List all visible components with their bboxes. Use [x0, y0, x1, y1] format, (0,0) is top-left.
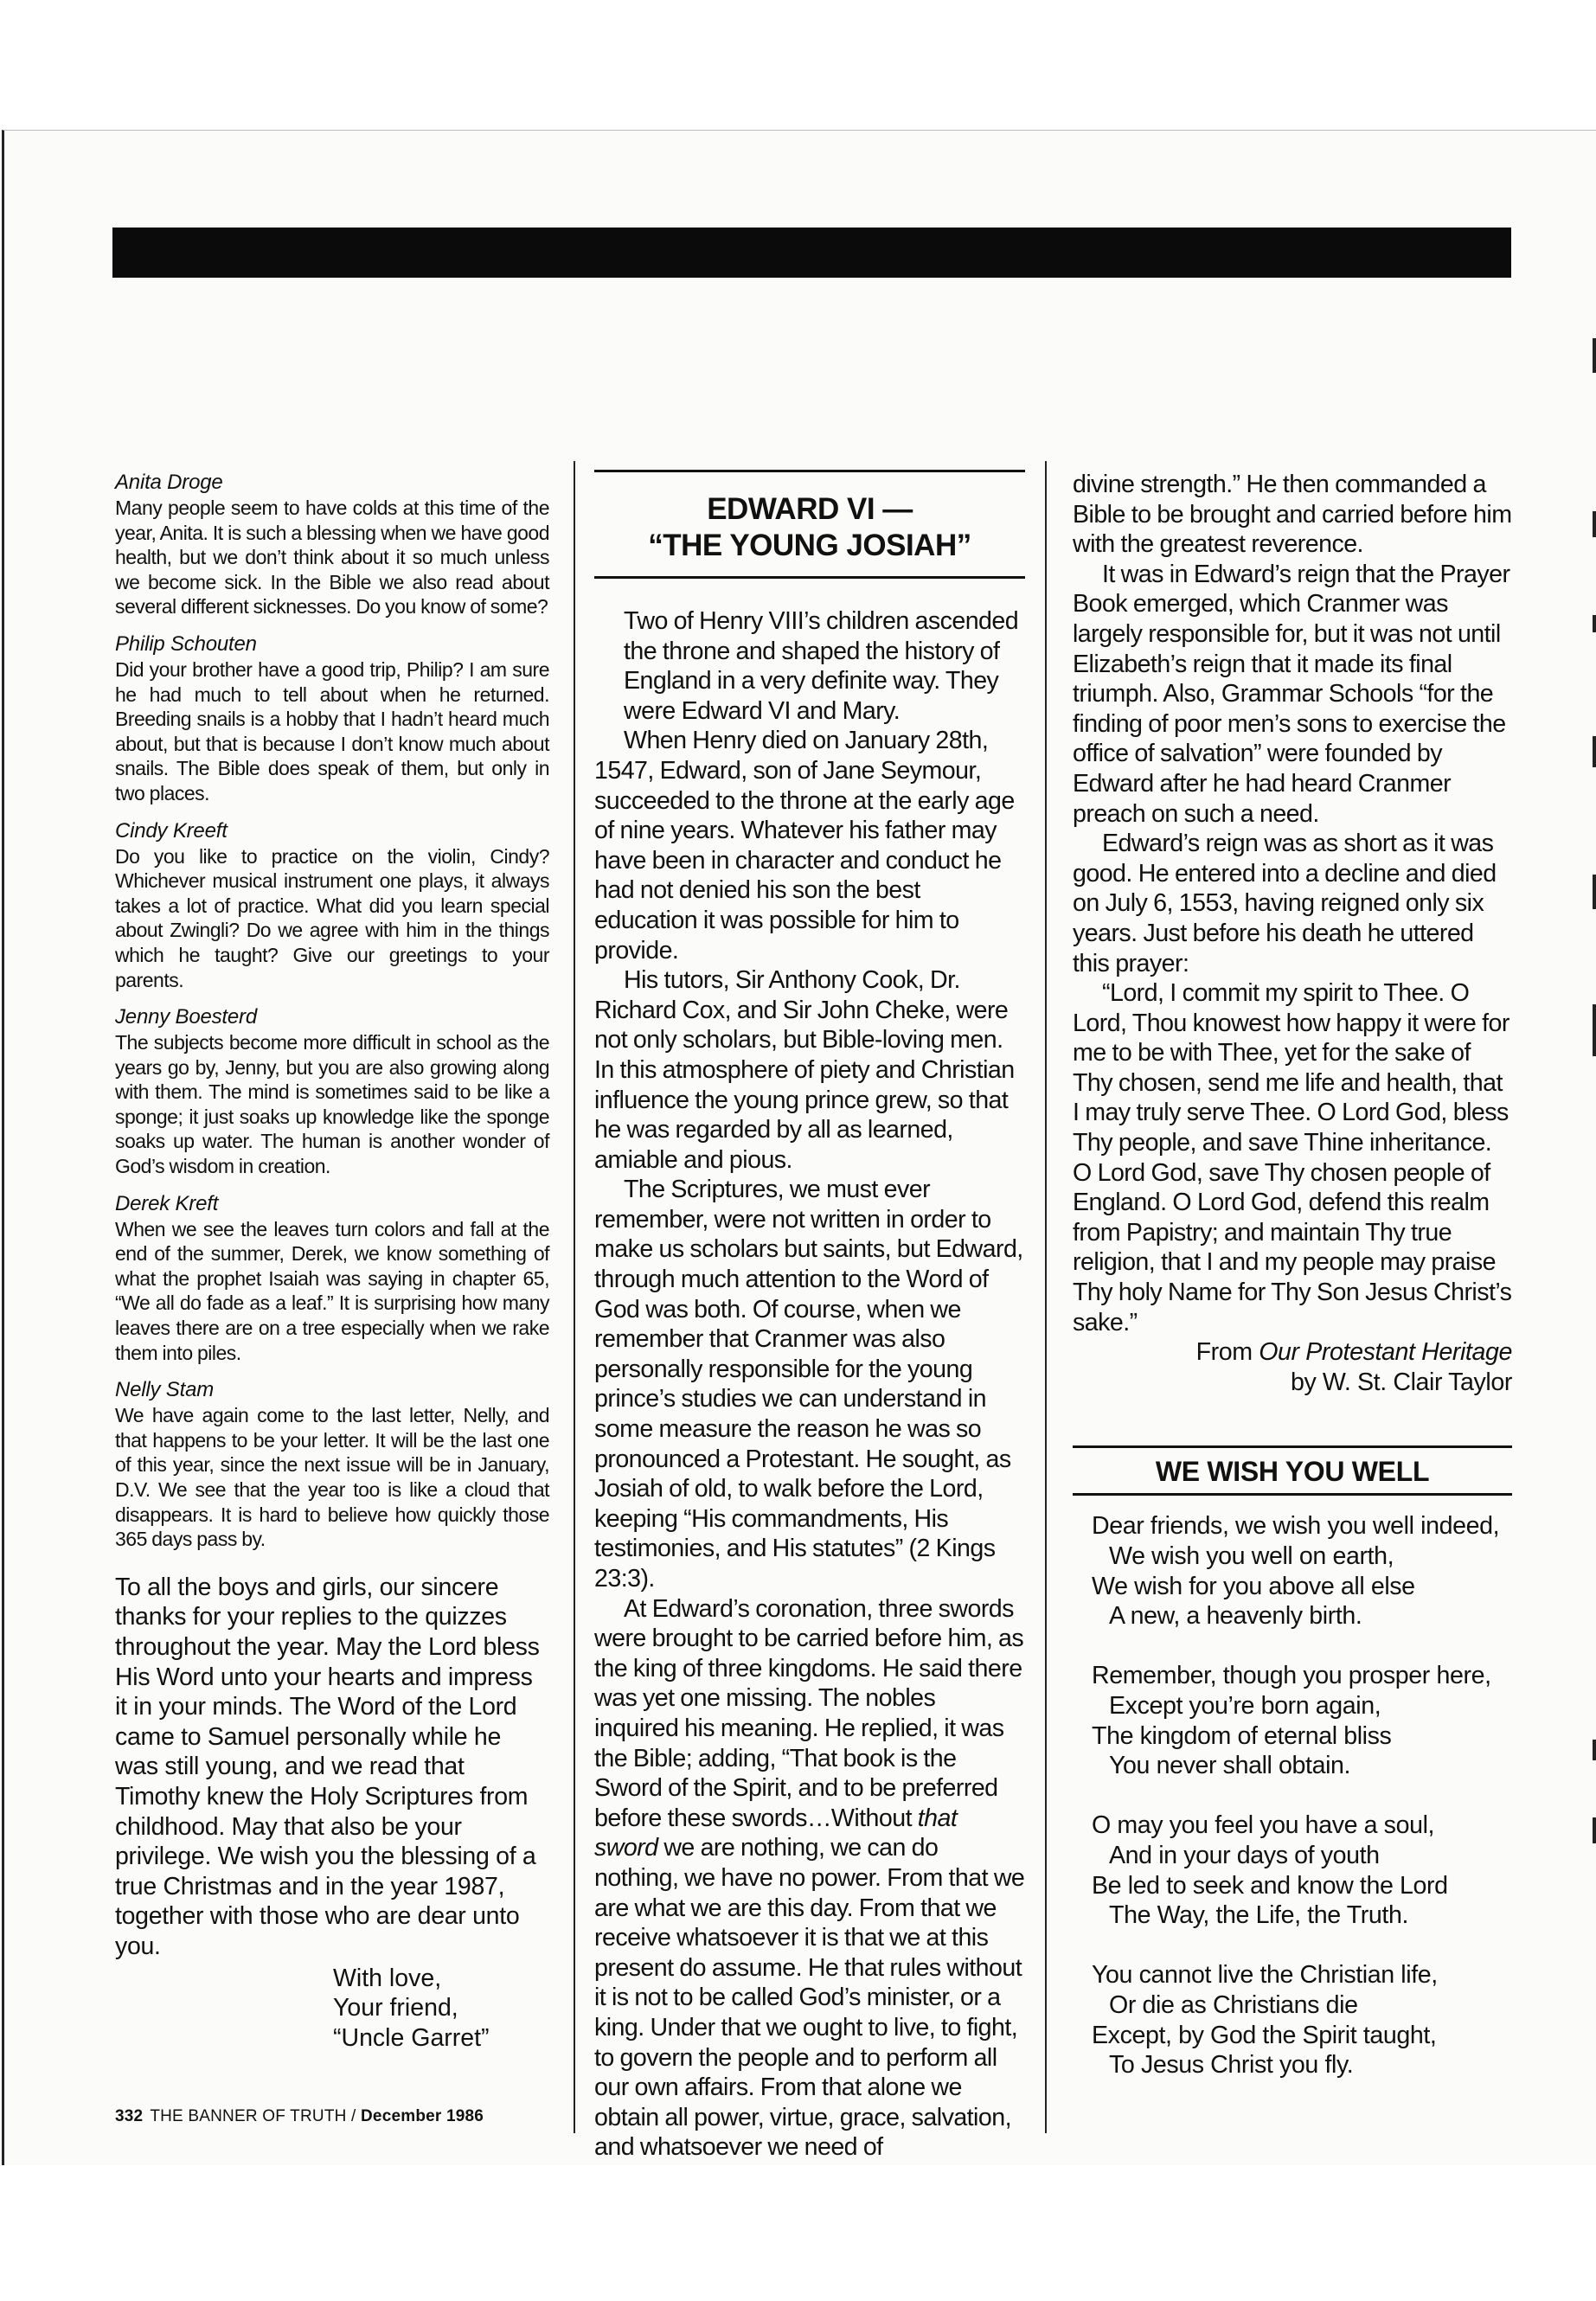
letter-recipient: Cindy Kreeft — [115, 818, 228, 843]
poem-heading — [1073, 1445, 1512, 1496]
page-number: 332 — [115, 2107, 144, 2125]
letter-reply — [115, 1191, 549, 1366]
poem-stanza — [1092, 1661, 1512, 1780]
article-paragraph — [594, 1594, 1025, 2163]
poem-line: Remember, though you prosper here, — [1092, 1662, 1491, 1690]
article-attribution — [1073, 1337, 1512, 1397]
article-emphasis: that sword — [594, 1804, 958, 1862]
poem-line: Or die as Christians die — [1109, 1990, 1358, 2019]
article-title-line: “THE YOUNG JOSIAH” — [648, 529, 971, 562]
letter-text: We have again come to the last letter, Nelly, and that happens to be your letter. It will be the last one of this year, since the next issue will be in January, D.V. We see that the year too is like a cloud that disappears. It is hard to believe how quickly those 365 days pass by. — [115, 1404, 549, 1551]
poem-line: A new, a heavenly birth. — [1109, 1602, 1362, 1631]
article-paragraph: divine strength.” He then commanded a Bible to be brought and carried before him with the greatest reverence. — [1073, 471, 1512, 559]
poem-line: Except you’re born again, — [1109, 1691, 1381, 1720]
poem-line: We wish for you above all else — [1092, 1572, 1415, 1600]
article-paragraph: Two of Henry VIII’s children ascended the throne and shaped the history of England in a very definite way. They were Edward VI and Mary. — [624, 607, 1019, 725]
letter-text: The subjects become more difficult in school as the years go by, Jenny, but you are also growing along with them. The mind is sometimes said to be like a sponge; it just soaks up knowledge like the sponge soaks up water. The human is another wonder of God’s wisdom in creation. — [115, 1031, 549, 1178]
letter-text: Did your brother have a good trip, Philip? I am sure he had much to tell about when he returned. Breeding snails is a hobby that I hadn’t heard much about, but that is because I don’t know much about snails. The Bible does speak of them, but only in two places. — [115, 657, 549, 804]
prayer-quote: “Lord, I commit my spirit to Thee. O Lord, Thou knowest how happy it were for me to be with Thee, yet for the sake of Thy chosen, send me life and health, that I may truly serve Thee. O Lord God, bless Thy people, and save Thine inheritance. O Lord God, save Thy chosen people of England. O Lord God, defend this realm from Papistry; and maintain Thy true religion, that I and my people may praise Thy holy Name for Thy Son Jesus Christ’s sake.” — [1073, 979, 1512, 1336]
poem-line: You never shall obtain. — [1109, 1752, 1351, 1780]
article-paragraph: It was in Edward’s reign that the Prayer Book emerged, which Cranmer was largely responsible for, but it was not until Elizabeth’s reign that it made its final triumph. Also, Grammar Schools “for the finding of poor men’s sons to exercise the office of salvation” were founded by Edward after he had heard Cranmer preach on such a need. — [1073, 560, 1510, 828]
article-paragraph: His tutors, Sir Anthony Cook, Dr. Richard Cox, and Sir John Cheke, were not only scholars, but Bible-loving men. In this atmosphere of piety and Christian influence the young prince grew, so that he was regarded by all as learned, amiable and pious. — [594, 966, 1015, 1174]
poem-line: Be led to seek and know the Lord — [1092, 1871, 1448, 1900]
article-continued-column — [1073, 470, 1512, 2110]
poem-line: Except, by God the Spirit taught, — [1092, 2021, 1437, 2049]
letter-recipient: Philip Schouten — [115, 631, 257, 656]
publication-name: THE BANNER OF TRUTH / — [150, 2107, 361, 2125]
poem-body — [1073, 1511, 1512, 2080]
scan-edge-marks — [1591, 131, 1596, 2165]
article-paragraph: Edward’s reign was as short as it was good. He entered into a decline and died on July 6, 1553, having reigned only six years. Just before his death he uttered this prayer: — [1073, 830, 1497, 977]
signoff-line: With love, — [333, 1964, 442, 1992]
poem-title: WE WISH YOU WELL — [1155, 1456, 1430, 1488]
article-body-continued — [1073, 470, 1512, 1337]
article-paragraph: The Scriptures, we must ever remember, were not written in order to make us scholars but saints, but Edward, through much attention to the Word of God was both. Of course, when we remember that Cranmer was also personally responsible for the young prince’s studies we can understand in some measure the reason he was so pronounced a Protestant. He sought, as Josiah of old, to walk before the Lord, keeping “His commandments, His testimonies, and His statutes” (2 Kings 23:3). — [594, 1176, 1023, 1593]
poem-line: And in your days of youth — [1109, 1841, 1380, 1869]
magazine-page — [2, 130, 1596, 2165]
attribution-author: by W. St. Clair Taylor — [1290, 1368, 1512, 1396]
poem-line: The kingdom of eternal bliss — [1092, 1721, 1392, 1750]
poem-stanza — [1092, 1960, 1512, 2080]
letter-reply — [115, 1377, 549, 1552]
poem-line: The Way, the Life, the Truth. — [1109, 1901, 1408, 1930]
poem-stanza — [1092, 1511, 1512, 1631]
poem-stanza — [1092, 1811, 1512, 1930]
letter-text: When we see the leaves turn colors and fall at the end of the summer, Derek, we know something of what the prophet Isaiah was saying in chapter 65, “We all do fade as a leaf.” It is surprising how many leaves there are on a tree especially when we rake them into piles. — [115, 1217, 549, 1364]
letter-recipient: Derek Kreft — [115, 1191, 219, 1215]
article-text: At Edward’s coronation, three swords were brought to be carried before him, as the king of three kingdoms. He said there was yet one missing. The nobles inquired his meaning. He replied, it was the Bible; adding, “That book is the Sword of the Spirit, and to be preferred before these swords…Without — [594, 1594, 1024, 1832]
attribution-from: From — [1195, 1338, 1259, 1367]
letter-reply — [115, 1004, 549, 1179]
poem-line: To Jesus Christ you fly. — [1109, 2051, 1354, 2080]
page-footer — [115, 2107, 484, 2126]
letter-reply — [115, 470, 549, 619]
issue-date: December 1986 — [361, 2107, 484, 2125]
column-divider — [574, 461, 575, 2133]
article-heading — [594, 470, 1025, 579]
article-column — [594, 470, 1025, 2163]
letters-column — [115, 470, 549, 2053]
letter-reply — [115, 631, 549, 806]
article-body — [594, 606, 1025, 2163]
signoff-line: Your friend, — [333, 1994, 458, 2022]
poem-line: You cannot live the Christian life, — [1092, 1961, 1438, 1990]
attribution-source — [1073, 1337, 1512, 1368]
attribution-book-title: Our Protestant Heritage — [1259, 1338, 1512, 1367]
column-divider — [1045, 461, 1047, 2133]
closing-message: To all the boys and girls, our sincere thanks for your replies to the quizzes throughout the year. May the Lord bless His Word unto your hearts and impress it in your minds. The Word of the Lord came to Samuel personally while he was still young, and we read that Timothy knew the Holy Scriptures from childhood. May that also be your privilege. We wish you the blessing of a true Christmas and in the year 1987, together with those who are dear unto you. — [115, 1573, 540, 1960]
letter-recipient: Anita Droge — [115, 471, 223, 494]
poem-line: We wish you well on earth, — [1109, 1542, 1394, 1570]
letter-text: Do you like to practice on the violin, Cindy? Whichever musical instrument one plays, it always takes a lot of practice. What did you learn special about Zwingli? Do we agree with him in the things which he taught? Give our greetings to your parents. — [115, 844, 549, 991]
header-black-bar — [112, 228, 1511, 278]
signoff-line: “Uncle Garret” — [333, 2023, 490, 2052]
signoff — [333, 1964, 549, 2054]
article-text: we are nothing, we can do nothing, we have no power. From that we are what we are this day. From that we receive whatsoever it is that we at this present do assume. He that rules without it is not to be called God’s minister, or a king. Under that we ought to live, to fight, to govern the people and to perform all our own affairs. From that alone we obtain all power, virtue, grace, salvation, and whatsoever we need of — [594, 1834, 1025, 2162]
article-paragraph: When Henry died on January 28th, 1547, Edward, son of Jane Seymour, succeeded to the throne at the early age of nine years. Whatever his father may have been in character and conduct he had not denied his son the best education it was possible for him to provide. — [594, 727, 1015, 965]
article-title-line: EDWARD VI — — [707, 492, 913, 526]
letter-reply — [115, 818, 549, 993]
letter-text: Many people seem to have colds at this time of the year, Anita. It is such a blessing when we have good health, but we don’t think about it so much unless we become sick. In the Bible we also read about several different sicknesses. Do you know of some? — [115, 497, 549, 619]
letter-recipient: Nelly Stam — [115, 1378, 215, 1402]
poem-line: O may you feel you have a soul, — [1092, 1811, 1435, 1840]
poem-line: Dear friends, we wish you well indeed, — [1092, 1512, 1500, 1541]
letter-recipient: Jenny Boesterd — [115, 1005, 257, 1029]
